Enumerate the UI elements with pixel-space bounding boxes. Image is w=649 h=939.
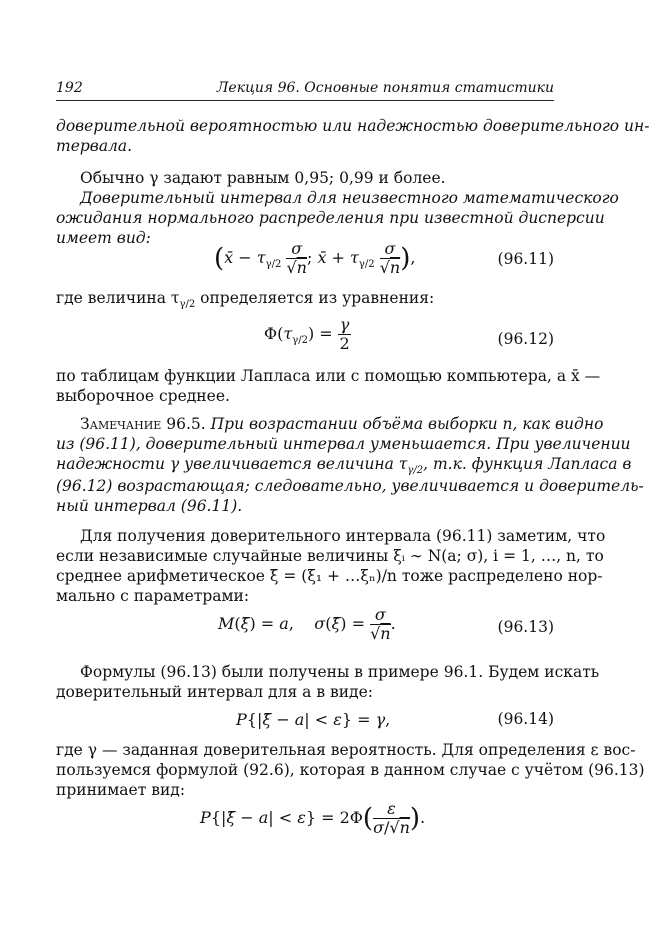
running-header — [56, 80, 554, 101]
text-line: по таблицам функции Лапласа или с помощью компьютера, а x̄ — — [56, 367, 601, 385]
remark-line: (96.12) возрастающая; следовательно, увеличивается и доверитель- — [56, 477, 644, 495]
text-line: доверительной вероятностью или надежностью доверительного ин- — [56, 117, 649, 135]
chapter-title: Лекция 96. Основные понятия статистики — [216, 80, 554, 96]
text-line: где γ — заданная доверительная вероятность. Для определения ε вос- — [56, 741, 636, 759]
text-line: принимает вид: — [56, 781, 186, 799]
text-fragment: где величина τ — [56, 289, 180, 307]
text-line: мально с параметрами: — [56, 587, 250, 605]
text-line: среднее арифметическое ξ̄ = (ξ₁ + …ξₙ)/n тоже распределено нор- — [56, 567, 603, 585]
text-line: ожидания нормального распределения при известной дисперсии — [56, 209, 605, 227]
equation-number: (96.11) — [497, 250, 554, 268]
text-line: выборочное среднее. — [56, 387, 230, 405]
text-line: Обычно γ задают равным 0,95; 0,99 и более. — [80, 169, 446, 187]
page-number: 192 — [56, 80, 83, 96]
equation-number: (96.13) — [497, 618, 554, 636]
text-fragment: , т.к. функция Лапласа в — [423, 455, 632, 473]
remark-line: из (96.11), доверительный интервал уменьшается. При увеличении — [56, 435, 631, 453]
text-line: если независимые случайные величины ξᵢ ∼ N(a; σ), i = 1, …, n, то — [56, 547, 604, 565]
text-line: пользуемся формулой (92.6), которая в данном случае с учётом (96.13) — [56, 761, 645, 779]
text-fragment: При возрастании объёма выборки n, как видно — [210, 415, 604, 433]
text-fragment: определяется из уравнения: — [195, 289, 435, 307]
text-line: Формулы (96.13) были получены в примере 96.1. Будем искать — [80, 663, 600, 681]
equation-96-12: $\Phi(\tau_{\gamma/2})$ = $\frac{\gamma}{2}$ — [264, 315, 350, 353]
remark-line — [80, 414, 604, 434]
text-line: Для получения доверительного интервала (96.11) заметим, что — [80, 527, 606, 545]
equation-96-13: M(ξ̄) = a, σ(ξ̄) = $\frac{\sigma}{√n}$ . — [218, 605, 396, 643]
text-line: доверительный интервал для a в виде: — [56, 683, 373, 701]
equation-96-14: P{|ξ̄ − a| < ε} = γ, — [236, 710, 391, 729]
text-line: тервала. — [56, 137, 133, 155]
equation-final: P{|ξ̄ − a| < ε} = 2Φ( $\frac{\varepsilon}{\sigma/√n}$ ). — [200, 799, 426, 837]
text-fragment: надежности γ увеличивается величина τ — [56, 455, 408, 473]
equation-number: (96.14) — [497, 710, 554, 728]
text-line: где величина $\tau_{\gamma/2}$ определяется из уравнения: — [56, 289, 435, 311]
remark-line: ный интервал (96.11). — [56, 497, 243, 515]
remark-label: Замечание 96.5. — [80, 415, 206, 433]
equation-number: (96.12) — [497, 330, 554, 348]
equation-96-11: (x̄ − $\tau_{\gamma/2}$ $\frac{\sigma}{√n}$ ; x̄ + $\tau_{\gamma/2}$ $\frac{\sigma}{√n}$ ), — [214, 239, 416, 277]
text-line: Доверительный интервал для неизвестного математического — [80, 189, 619, 207]
text-line: имеет вид: — [56, 229, 151, 247]
remark-line: надежности γ увеличивается величина $\tau_{\gamma/2}$, т.к. функция Лапласа в — [56, 455, 632, 477]
